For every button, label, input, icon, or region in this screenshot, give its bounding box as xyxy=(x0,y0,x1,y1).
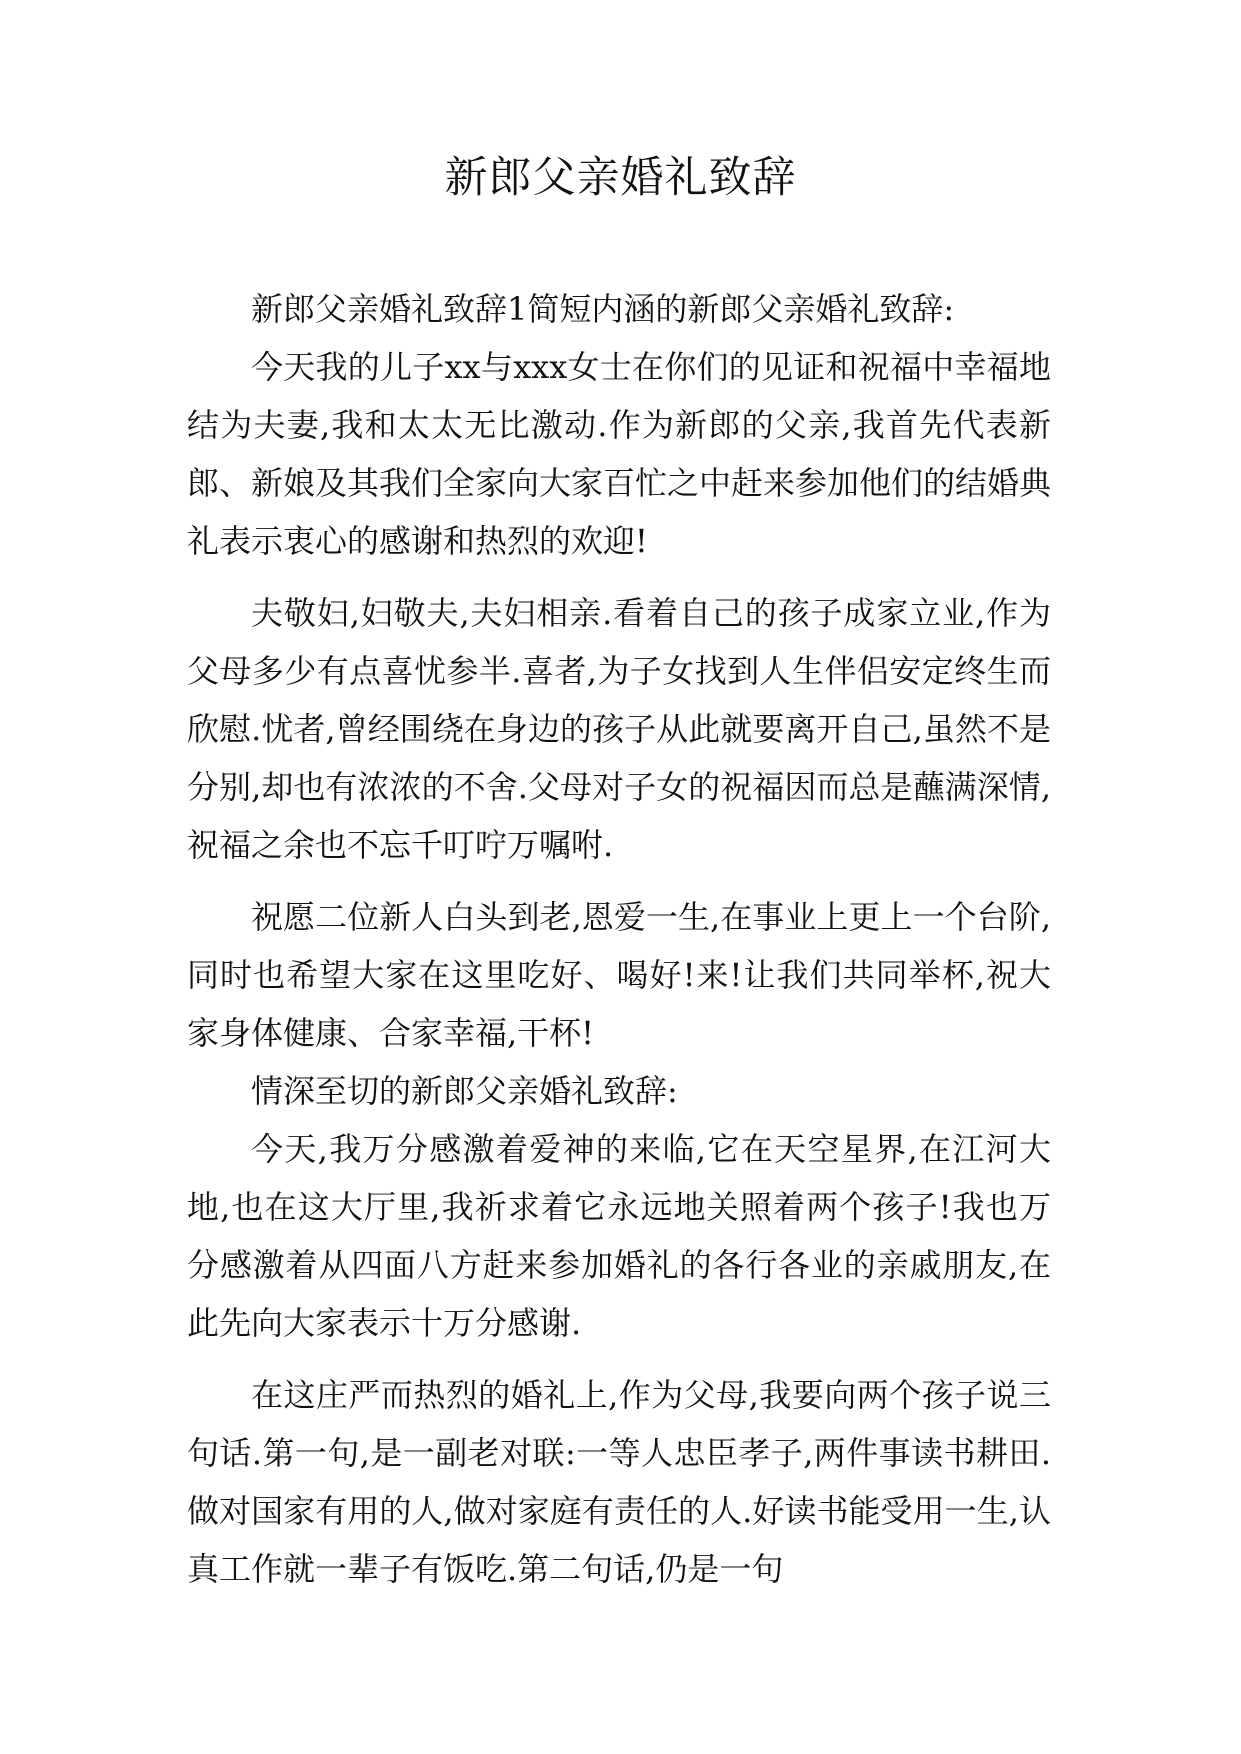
paragraph-5: 在这庄严而热烈的婚礼上,作为父母,我要向两个孩子说三句话.第一句,是一副老对联:一等人忠臣孝子,两件事读书耕田.做对国家有用的人,做对家庭有责任的人.好读书能受用一生,认真工作就一辈子有饭吃.第二句话,仍是一句 xyxy=(187,1376,1051,1588)
paragraph-1: 今天我的儿子xx与xxx女士在你们的见证和祝福中幸福地结为夫妻,我和太太无比激动.作为新郎的父亲,我首先代表新郎、新娘及其我们全家向大家百忙之中赶来参加他们的结婚典礼表示衷心的感谢和热烈的欢迎! xyxy=(187,348,1052,560)
paragraph-2: 夫敬妇,妇敬夫,夫妇相亲.看着自己的孩子成家立业,作为父母多少有点喜忧参半.喜者,为子女找到人生伴侣安定终生而欣慰.忧者,曾经围绕在身边的孩子从此就要离开自己,虽然不是分别,却也有浓浓的不舍.父母对子女的祝福因而总是蘸满深情,祝福之余也不忘千叮咛万嘱咐. xyxy=(187,594,1051,864)
paragraph-intro: 新郎父亲婚礼致辞1简短内涵的新郎父亲婚礼致辞: xyxy=(251,290,955,328)
paragraph-4: 今天,我万分感激着爱神的来临,它在天空星界,在江河大地,也在这大厅里,我祈求着它永远地关照着两个孩子!我也万分感激着从四面八方赶来参加婚礼的各行各业的亲戚朋友,在此先向大家表示十万分感谢. xyxy=(187,1130,1051,1342)
paragraph-subheading: 情深至切的新郎父亲婚礼致辞: xyxy=(251,1072,678,1110)
paragraph-3: 祝愿二位新人白头到老,恩爱一生,在事业上更上一个台阶,同时也希望大家在这里吃好、喝好!来!让我们共同举杯,祝大家身体健康、合家幸福,干杯! xyxy=(187,898,1051,1052)
document-body xyxy=(187,280,1051,1598)
document-title: 新郎父亲婚礼致辞 xyxy=(444,153,797,203)
